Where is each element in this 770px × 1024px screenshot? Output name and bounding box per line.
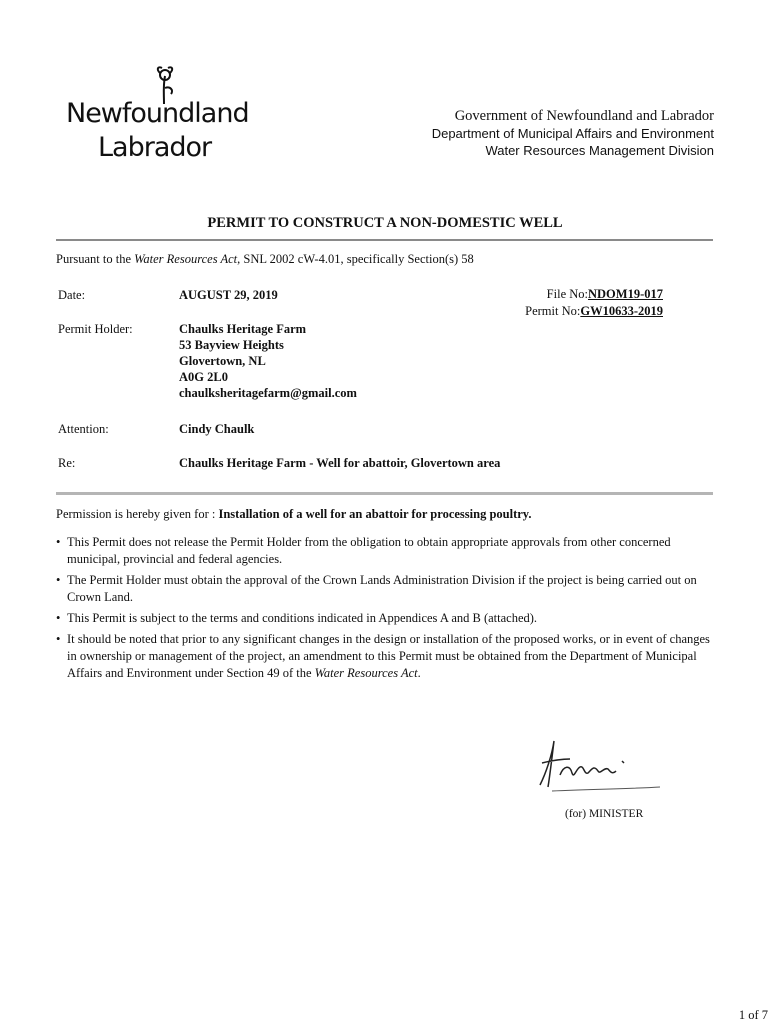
permit-number-value: GW10633-2019	[580, 304, 663, 318]
permit-holder-label: Permit Holder:	[58, 322, 133, 336]
bullet-icon: •	[56, 611, 61, 625]
act-name: Water Resources Act	[314, 666, 418, 680]
holder-city: Glovertown, NL	[179, 354, 266, 368]
condition-text: This Permit does not release the Permit Holder from the obligation to obtain appropriate approvals from other concerned municipal, provincial and federal agencies.	[67, 535, 671, 566]
signature-caption: (for) MINISTER	[565, 808, 644, 820]
date-value: AUGUST 29, 2019	[179, 288, 278, 302]
list-item	[56, 610, 716, 627]
re-value: Chaulks Heritage Farm - Well for abattoir, Glovertown area	[179, 456, 501, 470]
pursuant-prefix: Pursuant to the	[56, 252, 135, 266]
bullet-icon: •	[56, 573, 61, 587]
holder-postal-code: A0G 2L0	[179, 370, 228, 384]
department-name: Department of Municipal Affairs and Environment	[431, 126, 714, 141]
holder-name: Chaulks Heritage Farm	[179, 322, 307, 336]
list-item	[56, 534, 716, 568]
holder-email: chaulksheritagefarm@gmail.com	[179, 386, 357, 400]
logo-text-labrador: Labrador	[98, 132, 212, 163]
file-number-label: File No:	[546, 287, 588, 301]
file-permit-numbers	[525, 286, 663, 320]
bullet-icon: •	[56, 535, 61, 549]
nl-government-logo	[62, 66, 262, 166]
permit-holder-address	[179, 321, 357, 401]
list-item	[56, 572, 716, 606]
holder-street: 53 Bayview Heights	[179, 338, 284, 352]
condition-text: This Permit is subject to the terms and conditions indicated in Appendices A and B (attached).	[67, 611, 538, 625]
pursuant-statement	[56, 252, 474, 267]
conditions-list	[56, 534, 716, 686]
minister-signature	[530, 735, 670, 805]
permission-text: Installation of a well for an abattoir for processing poultry.	[218, 507, 532, 521]
document-title: PERMIT TO CONSTRUCT A NON-DOMESTIC WELL	[207, 215, 563, 231]
list-item	[56, 631, 716, 682]
attention-label: Attention:	[58, 422, 109, 436]
permission-prefix: Permission is hereby given for :	[56, 507, 219, 521]
logo-text-newfoundland: Newfoundland	[66, 98, 249, 129]
division-name: Water Resources Management Division	[485, 143, 714, 158]
date-label: Date:	[58, 288, 86, 302]
permit-number-label: Permit No:	[525, 304, 581, 318]
re-label: Re:	[58, 456, 76, 470]
pursuant-suffix: , SNL 2002 cW-4.01, specifically Section(s) 58	[237, 252, 474, 266]
title-divider	[56, 239, 713, 241]
government-name: Government of Newfoundland and Labrador	[454, 108, 714, 124]
condition-text-end: .	[417, 666, 421, 680]
condition-text: It should be noted that prior to any significant changes in the design or installation of the proposed works, or in event of changes in ownership or management of the project, an amendment to this Permit must be obtained from the Department of Municipal Affairs and Environment under Section 49 of the	[67, 632, 710, 680]
condition-text: The Permit Holder must obtain the approval of the Crown Lands Administration Division if the project is being carried out on Crown Land.	[67, 573, 697, 604]
bullet-icon: •	[56, 632, 61, 646]
government-header	[432, 108, 714, 159]
act-name: Water Resources Act	[134, 252, 238, 266]
permission-statement	[56, 507, 531, 522]
attention-value: Cindy Chaulk	[179, 422, 255, 436]
section-divider	[56, 492, 713, 495]
page-indicator: 1 of 7	[738, 1008, 768, 1022]
file-number-value: NDOM19-017	[588, 287, 663, 301]
